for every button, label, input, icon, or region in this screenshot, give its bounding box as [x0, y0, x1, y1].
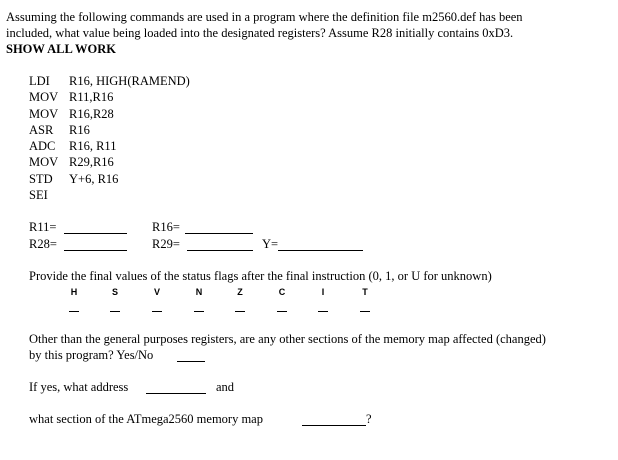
y-label: Y=: [262, 237, 279, 251]
code-op: SEI: [29, 188, 48, 202]
y-answer-blank[interactable]: [278, 239, 363, 251]
r29-answer-blank[interactable]: [187, 239, 253, 251]
flags-prompt: Provide the final values of the status flags after the final instruction (0, 1, or U for unknown): [29, 269, 492, 283]
code-line: [29, 90, 113, 104]
code-args: R11,R16: [69, 90, 114, 104]
and-label: and: [216, 380, 235, 394]
code-line: [29, 123, 90, 137]
code-args: R16, R11: [69, 139, 117, 153]
show-all-work-heading: SHOW ALL WORK: [6, 42, 116, 56]
code-line: [29, 74, 190, 88]
code-line: [29, 155, 114, 169]
r28-label: R28=: [29, 237, 57, 251]
code-op: MOV: [29, 107, 59, 121]
flag-c-blank[interactable]: [277, 311, 287, 312]
flag-t-blank[interactable]: [360, 311, 370, 312]
code-args: Y+6, R16: [69, 172, 119, 186]
flag-n-label: N: [195, 287, 203, 297]
flag-c-label: C: [278, 287, 286, 297]
flag-h-blank[interactable]: [69, 311, 79, 312]
flag-i-blank[interactable]: [318, 311, 328, 312]
address-answer-blank-1[interactable]: [146, 382, 206, 394]
code-args: R29,R16: [69, 155, 114, 169]
r29-label: R29=: [152, 237, 180, 251]
code-args: R16, HIGH(RAMEND): [69, 74, 190, 88]
if-yes-label: If yes, what address: [29, 380, 129, 394]
question-mark: ?: [366, 412, 372, 426]
code-line: [29, 172, 118, 186]
flag-t-label: T: [362, 287, 368, 297]
code-op: MOV: [29, 155, 59, 169]
code-op: ASR: [29, 123, 54, 137]
flag-n-blank[interactable]: [194, 311, 204, 312]
r16-label: R16=: [152, 220, 180, 234]
r11-label: R11=: [29, 220, 57, 234]
flag-z-label: Z: [237, 287, 243, 297]
yes-no-answer-blank[interactable]: [177, 350, 205, 362]
flag-h-label: H: [70, 287, 78, 297]
code-line: [29, 188, 69, 202]
r16-answer-blank[interactable]: [185, 222, 253, 234]
flag-s-label: S: [111, 287, 118, 297]
code-line: [29, 139, 116, 153]
code-op: ADC: [29, 139, 56, 153]
flag-v-blank[interactable]: [152, 311, 162, 312]
code-op: MOV: [29, 90, 59, 104]
code-args: R16: [69, 123, 90, 137]
flag-z-blank[interactable]: [235, 311, 245, 312]
code-args: R16,R28: [69, 107, 114, 121]
intro-line-1: Assuming the following commands are used in a program where the definition file m2560.def has been: [6, 10, 523, 24]
flag-i-label: I: [321, 287, 325, 297]
intro-line-2: included, what value being loaded into the designated registers? Assume R28 initially contains 0xD3.: [6, 26, 514, 40]
flag-s-blank[interactable]: [110, 311, 120, 312]
section-answer-blank[interactable]: [302, 414, 366, 426]
memory-question-line-1: Other than the general purposes registers, are any other sections of the memory map affected (changed): [29, 332, 546, 346]
code-op: STD: [29, 172, 53, 186]
flag-v-label: V: [153, 287, 160, 297]
memory-question-line-2: by this program? Yes/No: [29, 348, 154, 362]
section-question-label: what section of the ATmega2560 memory map: [29, 412, 263, 426]
code-op: LDI: [29, 74, 50, 88]
r28-answer-blank[interactable]: [64, 239, 127, 251]
r11-answer-blank[interactable]: [64, 222, 127, 234]
code-line: [29, 107, 114, 121]
